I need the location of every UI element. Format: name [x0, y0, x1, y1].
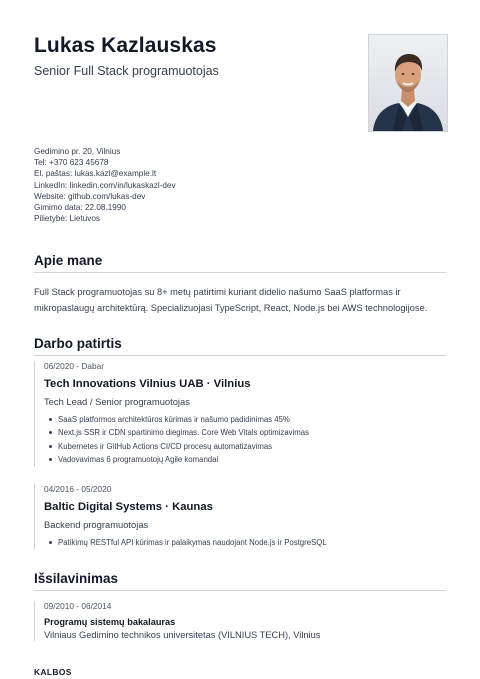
contact-info: [34, 146, 176, 224]
job-bullet: Patikimų RESTful API kūrimas ir palaikymas naudojant Node.js ir PostgreSQL: [44, 536, 446, 549]
section-divider: [34, 272, 446, 273]
job-dates: 06/2020 - Dabar: [44, 361, 104, 371]
contact-phone: [34, 157, 176, 168]
job-company: Tech Innovations Vilnius UAB · Vilnius: [44, 378, 251, 390]
job-dates: 04/2016 - 05/2020: [44, 484, 112, 494]
education-degree: Programų sistemų bakalauras: [44, 617, 176, 627]
job-bullets: [44, 413, 446, 467]
contact-label: Pilietybė :: [34, 213, 70, 224]
job-bullet: Vadovavimas 6 programuotojų Agile komandai: [44, 453, 446, 466]
section-title-education: Išsilavinimas: [34, 571, 119, 586]
section-divider: [34, 590, 446, 591]
education-dates: 09/2010 - 06/2014: [44, 601, 112, 611]
job-bullet: Kubernetes ir GitHub Actions CI/CD procesų automatizavimas: [44, 440, 446, 453]
job-bullet: SaaS platformos architektūros kūrimas ir našumo padidinimas 45%: [44, 413, 446, 426]
portrait-image: [369, 35, 447, 131]
job-entry: [34, 484, 446, 549]
contact-value: +370 623 45678: [49, 158, 109, 168]
section-divider: [34, 355, 446, 356]
contact-label: LinkedIn :: [34, 180, 70, 191]
job-bullet: Next.js SSR ir CDN spartinimo diegimas. Core Web Vitals optimizavimas: [44, 426, 446, 439]
contact-linkedin: [34, 180, 176, 191]
profile-photo: [368, 34, 448, 132]
job-role: Tech Lead / Senior programuotojas: [44, 396, 190, 407]
job-entry: [34, 361, 446, 467]
contact-value: Gedimino pr. 20, Vilnius: [34, 147, 121, 156]
person-name: Lukas Kazlauskas: [34, 34, 217, 57]
contact-label: Tel :: [34, 157, 49, 168]
contact-value: github.com/lukas-dev: [68, 191, 146, 201]
job-role: Backend programuotojas: [44, 519, 149, 530]
job-title: Senior Full Stack programuotojas: [34, 64, 219, 78]
education-school: Vilniaus Gedimino technikos universitetas (VILNIUS TECH), Vilnius: [44, 630, 321, 640]
contact-value: Lietuvos: [69, 214, 101, 224]
contact-birthdate: [34, 202, 176, 213]
about-text: Full Stack programuotojas su 8+ metų patirtimi kuriant didelio našumo SaaS platformas ir mikropaslaugų architektūrą. Specializuojasi TypeScript, React, Node.js bei AWS technologijose.: [34, 287, 428, 313]
section-title-experience: Darbo patirtis: [34, 336, 122, 351]
section-title-languages: KALBOS: [34, 667, 72, 677]
education-entry: [34, 601, 446, 641]
contact-value: 22.08.1990: [84, 203, 126, 213]
contact-website: [34, 191, 176, 202]
contact-label: Gimimo data :: [34, 202, 85, 213]
contact-email: [34, 168, 176, 179]
contact-address: [34, 146, 176, 157]
job-company: Baltic Digital Systems · Kaunas: [44, 501, 213, 513]
contact-label: Website :: [34, 191, 68, 202]
contact-value: linkedin.com/in/lukaskazl-dev: [69, 180, 176, 190]
contact-label: El. paštas :: [34, 168, 75, 179]
job-bullets: [44, 536, 446, 549]
contact-citizenship: [34, 213, 176, 224]
section-title-about: Apie mane: [34, 253, 103, 268]
contact-value: lukas.kazl@example.lt: [74, 169, 157, 179]
